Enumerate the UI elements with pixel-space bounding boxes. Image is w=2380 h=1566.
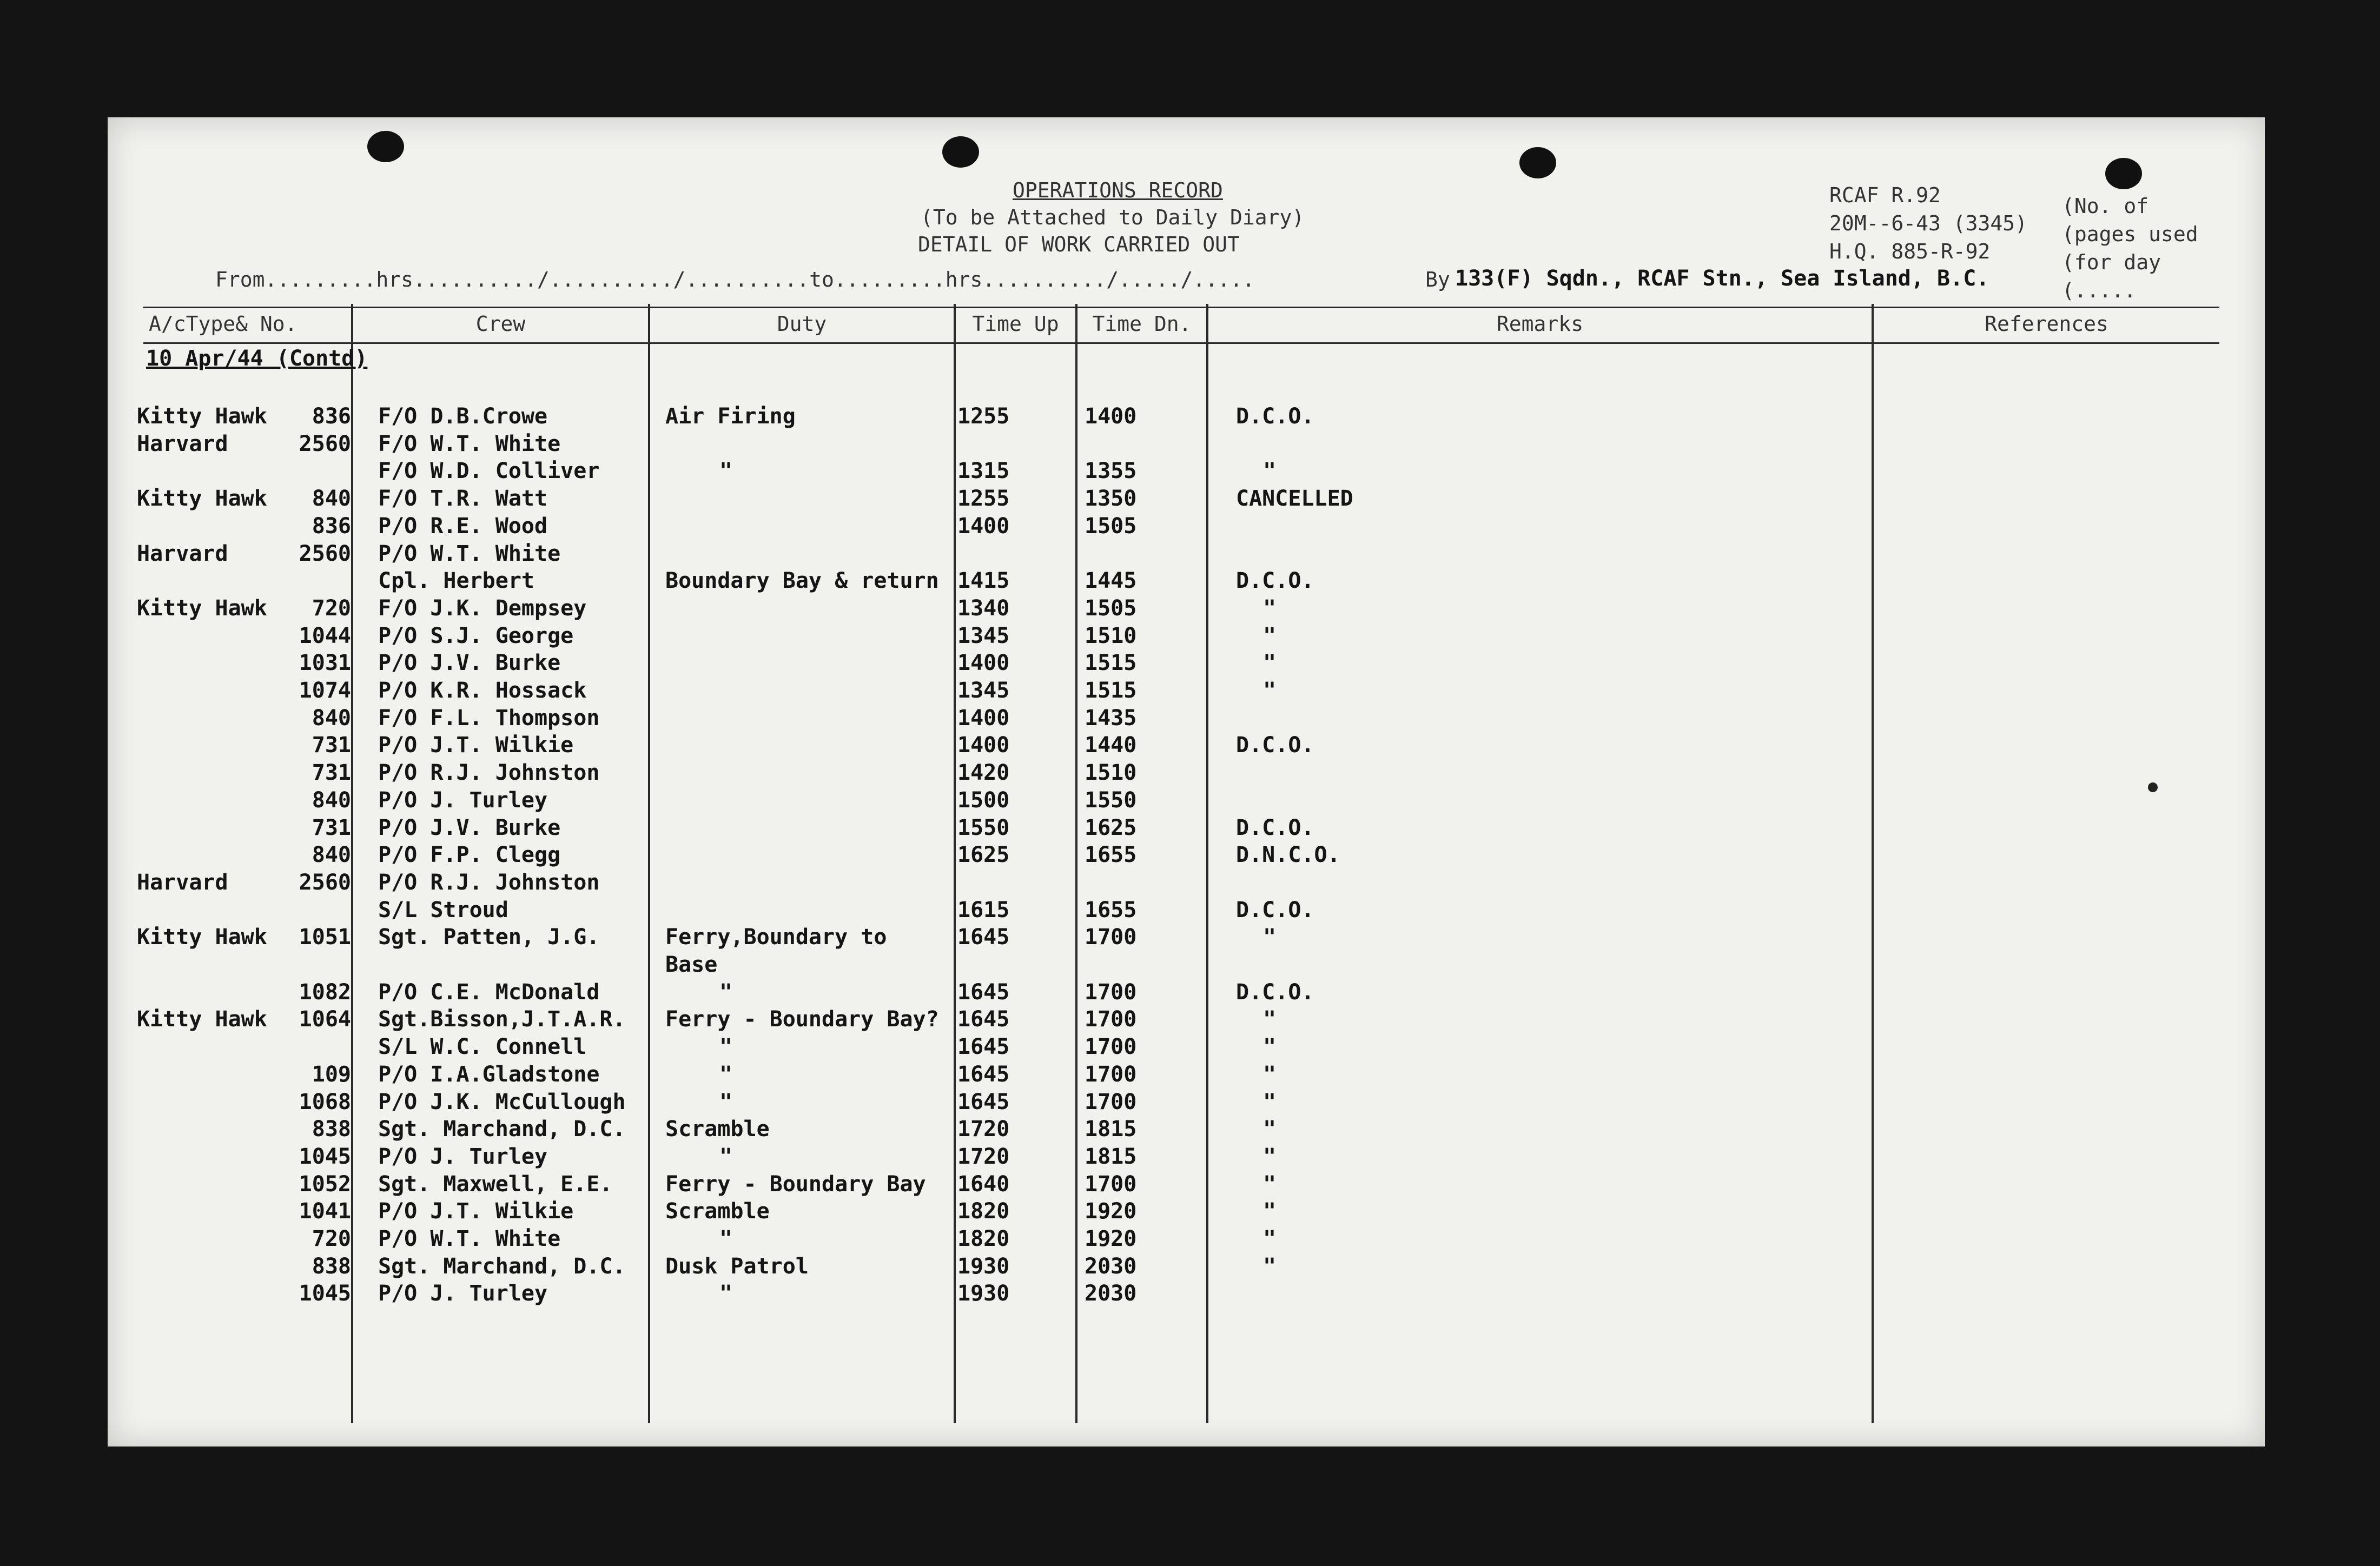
cell-time-up: 1500 [957,787,1010,813]
form-detail: DETAIL OF WORK CARRIED OUT [918,233,1240,256]
cell-time-up: 1645 [957,1034,1010,1060]
cell-aircraft-no: 840 [312,486,351,512]
cell-aircraft-no: 840 [312,705,351,731]
cell-remarks: " [1263,595,1277,621]
cell-crew: P/O K.R. Hossack [378,678,587,703]
cell-time-dn: 1515 [1085,651,1137,676]
cell-time-up: 1550 [957,815,1010,840]
cell-time-up: 1400 [957,733,1010,758]
cell-time-dn: 1400 [1085,404,1137,429]
col-header-crew: Crew [475,312,526,336]
cell-aircraft-type: Kitty Hawk [137,486,267,512]
cell-aircraft-no: 731 [312,815,351,840]
cell-duty: " [719,1061,733,1087]
form-subtitle: (To be Attached to Daily Diary) [921,205,1305,229]
ink-speck [2148,782,2158,792]
pages-note [2062,192,2198,304]
cell-time-dn: 1700 [1085,925,1137,950]
form-reference [1829,181,2027,266]
pages-note-line: (for day [2062,250,2161,274]
pages-note-line: (pages used [2062,222,2198,246]
cell-aircraft-type: Kitty Hawk [137,1007,267,1032]
cell-time-dn: 1920 [1085,1199,1137,1224]
punch-hole [942,136,979,168]
cell-crew: P/O J.V. Burke [378,815,561,840]
cell-crew: Cpl. Herbert [378,568,534,594]
cell-crew: P/O J. Turley [378,1144,548,1169]
cell-aircraft-type: Kitty Hawk [137,595,267,621]
cell-aircraft-no: 1045 [299,1144,351,1169]
date-line: 10 Apr/44 (Contd) [146,346,368,371]
cell-duty: " [719,979,733,1005]
cell-crew: P/O F.P. Clegg [378,842,561,868]
by-label: By [1425,268,1450,291]
cell-time-up: 1645 [957,1061,1010,1087]
cell-duty: Boundary Bay & return [665,568,939,594]
cell-aircraft-no: 1041 [299,1199,351,1224]
punch-hole [367,131,404,162]
cell-aircraft-no: 1068 [299,1089,351,1114]
cell-aircraft-type: Harvard [137,431,228,456]
cell-crew: Sgt. Marchand, D.C. [378,1253,626,1279]
cell-crew: P/O R.J. Johnston [378,760,600,786]
cell-time-dn: 1550 [1085,787,1137,813]
cell-crew: F/O T.R. Watt [378,486,548,512]
punch-hole [1519,147,1556,178]
cell-crew: P/O J.T. Wilkie [378,733,574,758]
cell-crew: F/O W.T. White [378,431,561,456]
cell-aircraft-no: 1045 [299,1281,351,1306]
cell-crew: P/O R.J. Johnston [378,870,600,895]
cell-time-dn: 1920 [1085,1226,1137,1251]
cell-aircraft-no: 836 [312,513,351,539]
cell-time-up: 1820 [957,1226,1010,1251]
cell-remarks: D.C.O. [1236,568,1314,594]
cell-time-dn: 1700 [1085,1061,1137,1087]
cell-duty: Air Firing [665,404,796,429]
cell-time-dn: 1625 [1085,815,1137,840]
cell-time-up: 1820 [957,1199,1010,1224]
cell-time-dn: 2030 [1085,1253,1137,1279]
cell-aircraft-no: 2560 [299,431,351,456]
cell-crew: Sgt. Marchand, D.C. [378,1117,626,1142]
cell-remarks: " [1263,1253,1277,1279]
cell-time-dn: 1440 [1085,733,1137,758]
cell-remarks: " [1263,623,1277,648]
cell-crew: P/O J. Turley [378,787,548,813]
cell-time-dn: 2030 [1085,1281,1137,1306]
cell-duty: Ferry,Boundary to [665,925,887,950]
cell-crew: F/O F.L. Thompson [378,705,600,731]
cell-time-up: 1255 [957,486,1010,512]
cell-time-up: 1645 [957,1089,1010,1114]
table-header-rule [143,342,2219,344]
cell-time-dn: 1350 [1085,486,1137,512]
col-header-remarks: Remarks [1496,312,1584,336]
cell-crew: Sgt. Maxwell, E.E. [378,1171,613,1197]
col-header-references: References [1985,312,2108,336]
cell-time-dn: 1815 [1085,1117,1137,1142]
by-value: 133(F) Sqdn., RCAF Stn., Sea Island, B.C. [1455,266,1989,291]
cell-remarks: CANCELLED [1236,486,1353,512]
cell-aircraft-no: 838 [312,1253,351,1279]
cell-aircraft-no: 2560 [299,870,351,895]
cell-crew: F/O D.B.Crowe [378,404,548,429]
cell-aircraft-type: Harvard [137,870,228,895]
cell-time-up: 1400 [957,651,1010,676]
cell-time-up: 1315 [957,459,1010,484]
cell-duty: " [719,1144,733,1169]
cell-aircraft-no: 1044 [299,623,351,648]
cell-remarks: D.C.O. [1236,404,1314,429]
cell-crew: P/O I.A.Gladstone [378,1061,600,1087]
column-divider [954,304,956,1423]
cell-duty: " [719,459,733,484]
cell-time-up: 1645 [957,925,1010,950]
cell-remarks: " [1263,1089,1277,1114]
cell-aircraft-no: 731 [312,733,351,758]
cell-crew: S/L W.C. Connell [378,1034,587,1060]
cell-aircraft-no: 2560 [299,541,351,566]
col-header-time-up: Time Up [972,312,1059,336]
form-title: OPERATIONS RECORD [1013,178,1223,202]
cell-time-dn: 1505 [1085,595,1137,621]
cell-crew: P/O W.T. White [378,1226,561,1251]
cell-crew: F/O J.K. Dempsey [378,595,587,621]
cell-aircraft-no: 109 [312,1061,351,1087]
cell-time-dn: 1510 [1085,623,1137,648]
cell-time-dn: 1355 [1085,459,1137,484]
cell-time-up: 1345 [957,623,1010,648]
cell-aircraft-no: 720 [312,595,351,621]
cell-aircraft-no: 1082 [299,979,351,1005]
cell-time-up: 1345 [957,678,1010,703]
cell-remarks: D.N.C.O. [1236,842,1340,868]
cell-crew: F/O W.D. Colliver [378,459,600,484]
col-header-aircraft: A/cType& No. [149,312,298,336]
cell-time-up: 1720 [957,1144,1010,1169]
cell-crew: P/O J. Turley [378,1281,548,1306]
cell-time-up: 1340 [957,595,1010,621]
cell-time-dn: 1510 [1085,760,1137,786]
cell-remarks: " [1263,1061,1277,1087]
cell-aircraft-no: 838 [312,1117,351,1142]
cell-duty: " [719,1226,733,1251]
cell-time-dn: 1515 [1085,678,1137,703]
column-divider [1075,304,1077,1423]
form-ref-line: H.Q. 885-R-92 [1829,240,1991,263]
cell-time-up: 1930 [957,1253,1010,1279]
cell-time-dn: 1700 [1085,1089,1137,1114]
cell-aircraft-no: 1031 [299,651,351,676]
cell-time-dn: 1655 [1085,897,1137,923]
cell-aircraft-no: 840 [312,787,351,813]
cell-remarks: " [1263,1117,1277,1142]
cell-remarks: " [1263,925,1277,950]
col-header-time-dn: Time Dn. [1092,312,1192,336]
cell-remarks: " [1263,678,1277,703]
cell-aircraft-type: Harvard [137,541,228,566]
cell-time-up: 1930 [957,1281,1010,1306]
cell-duty: " [719,1281,733,1306]
cell-duty: Dusk Patrol [665,1253,809,1279]
cell-duty: Scramble [665,1199,770,1224]
cell-duty: " [719,1089,733,1114]
cell-time-dn: 1700 [1085,1171,1137,1197]
cell-time-up: 1400 [957,513,1010,539]
cell-aircraft-no: 1052 [299,1171,351,1197]
cell-time-dn: 1505 [1085,513,1137,539]
cell-remarks: " [1263,1171,1277,1197]
cell-crew: Sgt. Patten, J.G. [378,925,600,950]
cell-time-up: 1645 [957,979,1010,1005]
cell-remarks: D.C.O. [1236,897,1314,923]
cell-aircraft-no: 731 [312,760,351,786]
punch-hole [2105,158,2142,189]
column-divider [1206,304,1208,1423]
cell-crew: P/O R.E. Wood [378,513,548,539]
cell-crew: P/O J.T. Wilkie [378,1199,574,1224]
cell-crew: P/O J.V. Burke [378,651,561,676]
record-sheet [108,117,2265,1446]
cell-time-dn: 1655 [1085,842,1137,868]
cell-time-dn: 1445 [1085,568,1137,594]
col-header-duty: Duty [777,312,827,336]
pages-note-line: (No. of [2062,194,2149,218]
cell-time-dn: 1700 [1085,979,1137,1005]
cell-remarks: " [1263,651,1277,676]
cell-time-up: 1625 [957,842,1010,868]
cell-time-up: 1615 [957,897,1010,923]
cell-crew: Sgt.Bisson,J.T.A.R. [378,1007,626,1032]
cell-time-up: 1720 [957,1117,1010,1142]
cell-time-up: 1255 [957,404,1010,429]
pages-note-line: (..... [2062,278,2137,302]
form-ref-line: 20M--6-43 (3345) [1829,211,2028,235]
cell-duty: " [719,1034,733,1060]
column-divider [1872,304,1874,1423]
cell-aircraft-no: 840 [312,842,351,868]
cell-time-dn: 1435 [1085,705,1137,731]
cell-crew: P/O C.E. McDonald [378,979,600,1005]
cell-crew: P/O S.J. George [378,623,574,648]
cell-remarks: D.C.O. [1236,979,1314,1005]
cell-aircraft-no: 1051 [299,925,351,950]
cell-time-dn: 1700 [1085,1034,1137,1060]
cell-remarks: " [1263,1034,1277,1060]
cell-time-up: 1415 [957,568,1010,594]
cell-remarks: D.C.O. [1236,733,1314,758]
cell-remarks: " [1263,459,1277,484]
table-top-rule [143,307,2219,308]
cell-remarks: " [1263,1226,1277,1251]
cell-time-dn: 1700 [1085,1007,1137,1032]
cell-time-up: 1645 [957,1007,1010,1032]
cell-aircraft-type: Kitty Hawk [137,925,267,950]
cell-crew: P/O J.K. McCullough [378,1089,626,1114]
cell-duty: Scramble [665,1117,770,1142]
cell-remarks: " [1263,1144,1277,1169]
cell-aircraft-no: 1064 [299,1007,351,1032]
cell-crew: P/O W.T. White [378,541,561,566]
cell-time-up: 1420 [957,760,1010,786]
cell-time-up: 1640 [957,1171,1010,1197]
cell-time-dn: 1815 [1085,1144,1137,1169]
column-divider [648,304,650,1423]
cell-aircraft-no: 1074 [299,678,351,703]
cell-duty: Ferry - Boundary Bay? [665,1007,939,1032]
cell-aircraft-no: 720 [312,1226,351,1251]
cell-time-up: 1400 [957,705,1010,731]
cell-duty: Ferry - Boundary Bay [665,1171,926,1197]
cell-duty: Base [665,952,718,977]
cell-aircraft-type: Kitty Hawk [137,404,267,429]
cell-crew: S/L Stroud [378,897,508,923]
from-line: From.........hrs........../........../..........to.........hrs........../...../..... [215,268,1255,291]
column-divider [351,304,353,1423]
cell-aircraft-no: 836 [312,404,351,429]
cell-remarks: " [1263,1199,1277,1224]
cell-remarks: D.C.O. [1236,815,1314,840]
form-ref-line: RCAF R.92 [1829,183,1941,207]
cell-remarks: " [1263,1007,1277,1032]
